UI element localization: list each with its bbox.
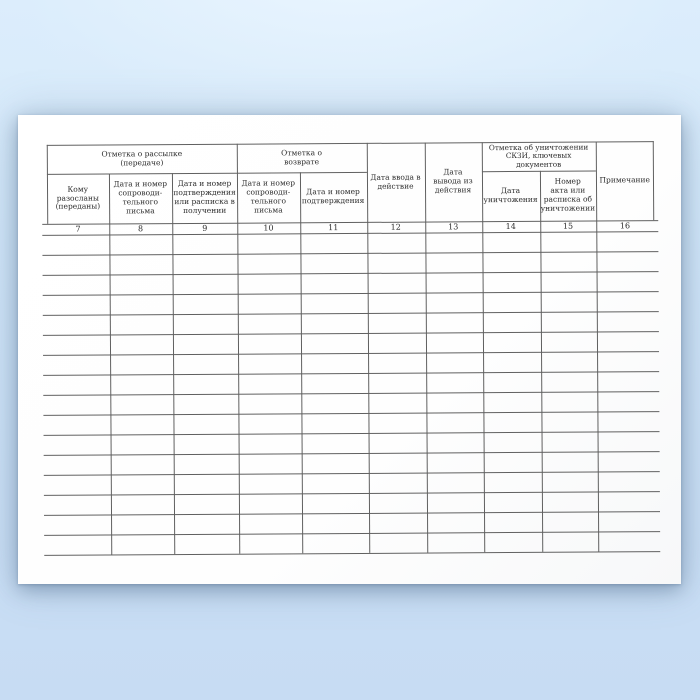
- col-header-16: Примечание: [599, 175, 650, 185]
- row-line: [43, 351, 659, 356]
- col-header-11: Дата и номер подтверждения: [301, 187, 365, 206]
- col-header-12: Дата ввода в действие: [370, 172, 421, 191]
- col-number: 12: [390, 222, 401, 232]
- row-line: [44, 431, 660, 436]
- col-header-10: Дата и номер сопроводи- тельного письма: [241, 178, 296, 215]
- col-number: 13: [448, 222, 459, 232]
- document-page: [18, 115, 681, 584]
- col-number: 10: [263, 223, 274, 233]
- col-number: 11: [328, 223, 339, 233]
- col-number: 15: [562, 221, 574, 231]
- registration-table: [47, 141, 656, 555]
- col-header-8: Дата и номер сопроводи- тельного письма: [113, 179, 168, 216]
- group-header-dispatch: Отметка о рассылке (передаче): [101, 148, 183, 167]
- group-header-destruction: Отметка об уничтожении СКЗИ, ключевых документов: [488, 143, 589, 169]
- col-header-9: Дата и номер подтверждения или расписка в получении: [173, 179, 236, 215]
- row-line: [44, 471, 660, 476]
- row-line: [43, 291, 659, 296]
- col-header-14: Дата уничтожения: [483, 186, 538, 205]
- col-header-15: Номер акта или расписка об уничтожении: [540, 177, 596, 213]
- col-header-13: Дата вывода из действия: [433, 167, 473, 195]
- col-number: 9: [202, 223, 208, 233]
- row-line: [44, 551, 660, 556]
- col-number: 16: [619, 221, 631, 231]
- row-line: [43, 391, 659, 396]
- row-line: [43, 271, 659, 276]
- group-header-return: Отметка о возврате: [281, 147, 322, 166]
- row-line: [43, 371, 659, 376]
- col-header-7: Кому разосланы (переданы): [55, 184, 101, 212]
- row-line: [44, 531, 660, 536]
- col-number: 8: [137, 224, 144, 234]
- row-line: [44, 451, 660, 456]
- row-line: [42, 251, 658, 256]
- row-line: [43, 311, 659, 316]
- row-line: [44, 491, 660, 496]
- col-number: 14: [505, 221, 516, 232]
- row-line: [43, 411, 659, 416]
- row-line: [44, 511, 660, 516]
- col-number: 7: [75, 224, 81, 234]
- row-line: [43, 331, 659, 336]
